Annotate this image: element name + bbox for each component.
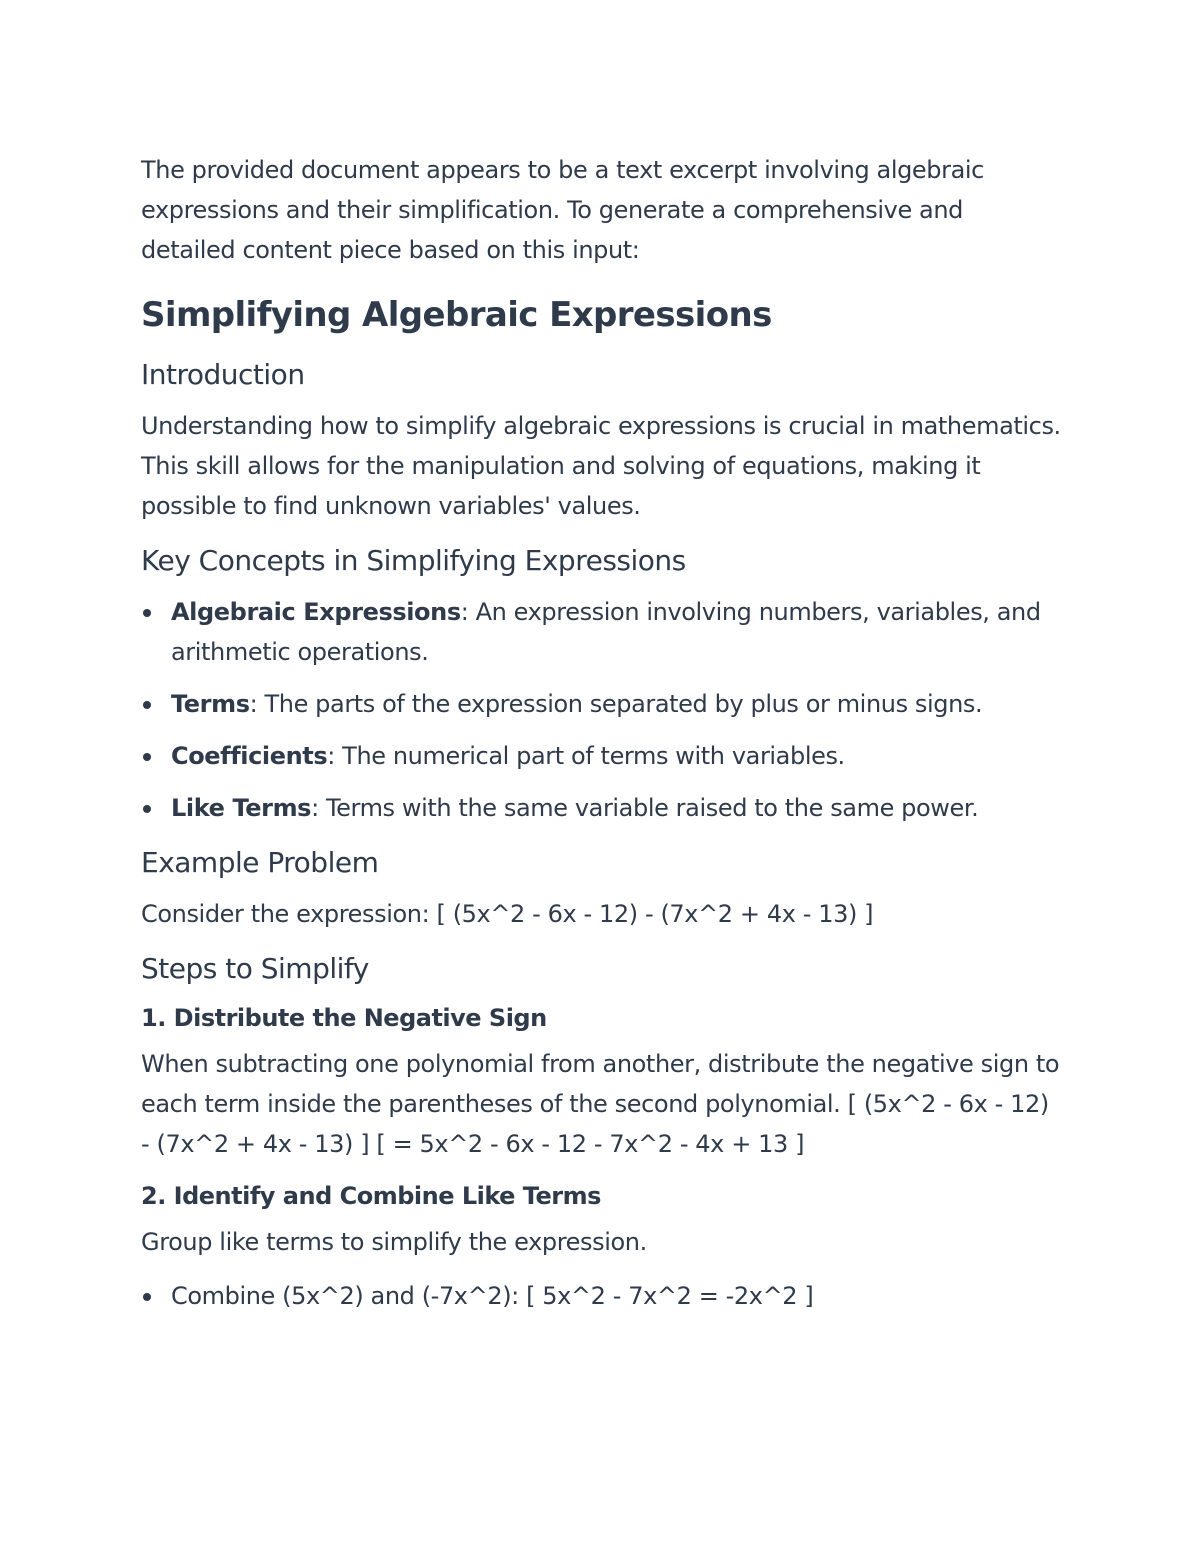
- concept-term: Coefficients: [171, 742, 328, 770]
- step1-heading: 1. Distribute the Negative Sign: [141, 1004, 547, 1032]
- document-page: [141, 150, 1061, 1328]
- key-concepts-heading: Key Concepts in Simplifying Expressions: [141, 544, 686, 577]
- bullet-icon: [143, 701, 151, 709]
- step1-paragraph: When subtracting one polynomial from another, distribute the negative sign to each term inside the parentheses of the second polynomial. [ (5x^2 - 6x - 12) - (7x^2 + 4x - 13) ] [ = 5x^2 - 6x - 12 - 7x^2 - 4x + 13 ]: [141, 1050, 1060, 1158]
- concept-term: Algebraic Expressions: [171, 598, 461, 626]
- example-paragraph: Consider the expression: [ (5x^2 - 6x - 12) - (7x^2 + 4x - 13) ]: [141, 900, 874, 928]
- concept-term: Like Terms: [171, 794, 312, 822]
- introduction-paragraph: Understanding how to simplify algebraic expressions is crucial in mathematics. This skill allows for the manipulation and solving of equations, making it possible to find unknown variables' values.: [141, 412, 1061, 520]
- key-concepts-section: [141, 540, 1061, 828]
- bullet-icon: [143, 753, 151, 761]
- introduction-heading: Introduction: [141, 358, 305, 391]
- concept-definition: : Terms with the same variable raised to the same power.: [311, 794, 979, 822]
- list-item: [141, 1276, 1061, 1316]
- step2-list: [141, 1276, 1061, 1316]
- example-section: [141, 842, 1061, 934]
- concept-definition: : An expression involving numbers, variables, and arithmetic operations.: [171, 598, 1041, 666]
- step2-item-text: Combine (5x^2) and (-7x^2): [ 5x^2 - 7x^2 = -2x^2 ]: [171, 1282, 814, 1310]
- bullet-icon: [143, 805, 151, 813]
- step2-paragraph: Group like terms to simplify the expression.: [141, 1228, 647, 1256]
- bullet-icon: [143, 609, 151, 617]
- list-item: [141, 592, 1061, 672]
- list-item: [141, 788, 1061, 828]
- concept-term: Terms: [171, 690, 250, 718]
- document-title: Simplifying Algebraic Expressions: [141, 295, 772, 335]
- steps-section: [141, 948, 1061, 1316]
- list-item: [141, 736, 1061, 776]
- key-concepts-list: [141, 592, 1061, 828]
- step2-heading: 2. Identify and Combine Like Terms: [141, 1182, 601, 1210]
- concept-definition: : The parts of the expression separated by plus or minus signs.: [249, 690, 983, 718]
- example-heading: Example Problem: [141, 846, 379, 879]
- intro-paragraph: The provided document appears to be a text excerpt involving algebraic expressions and their simplification. To generate a comprehensive and detailed content piece based on this input:: [141, 156, 984, 264]
- concept-definition: : The numerical part of terms with variables.: [327, 742, 845, 770]
- list-item: [141, 684, 1061, 724]
- introduction-section: [141, 354, 1061, 526]
- steps-heading: Steps to Simplify: [141, 952, 369, 985]
- bullet-icon: [143, 1293, 151, 1301]
